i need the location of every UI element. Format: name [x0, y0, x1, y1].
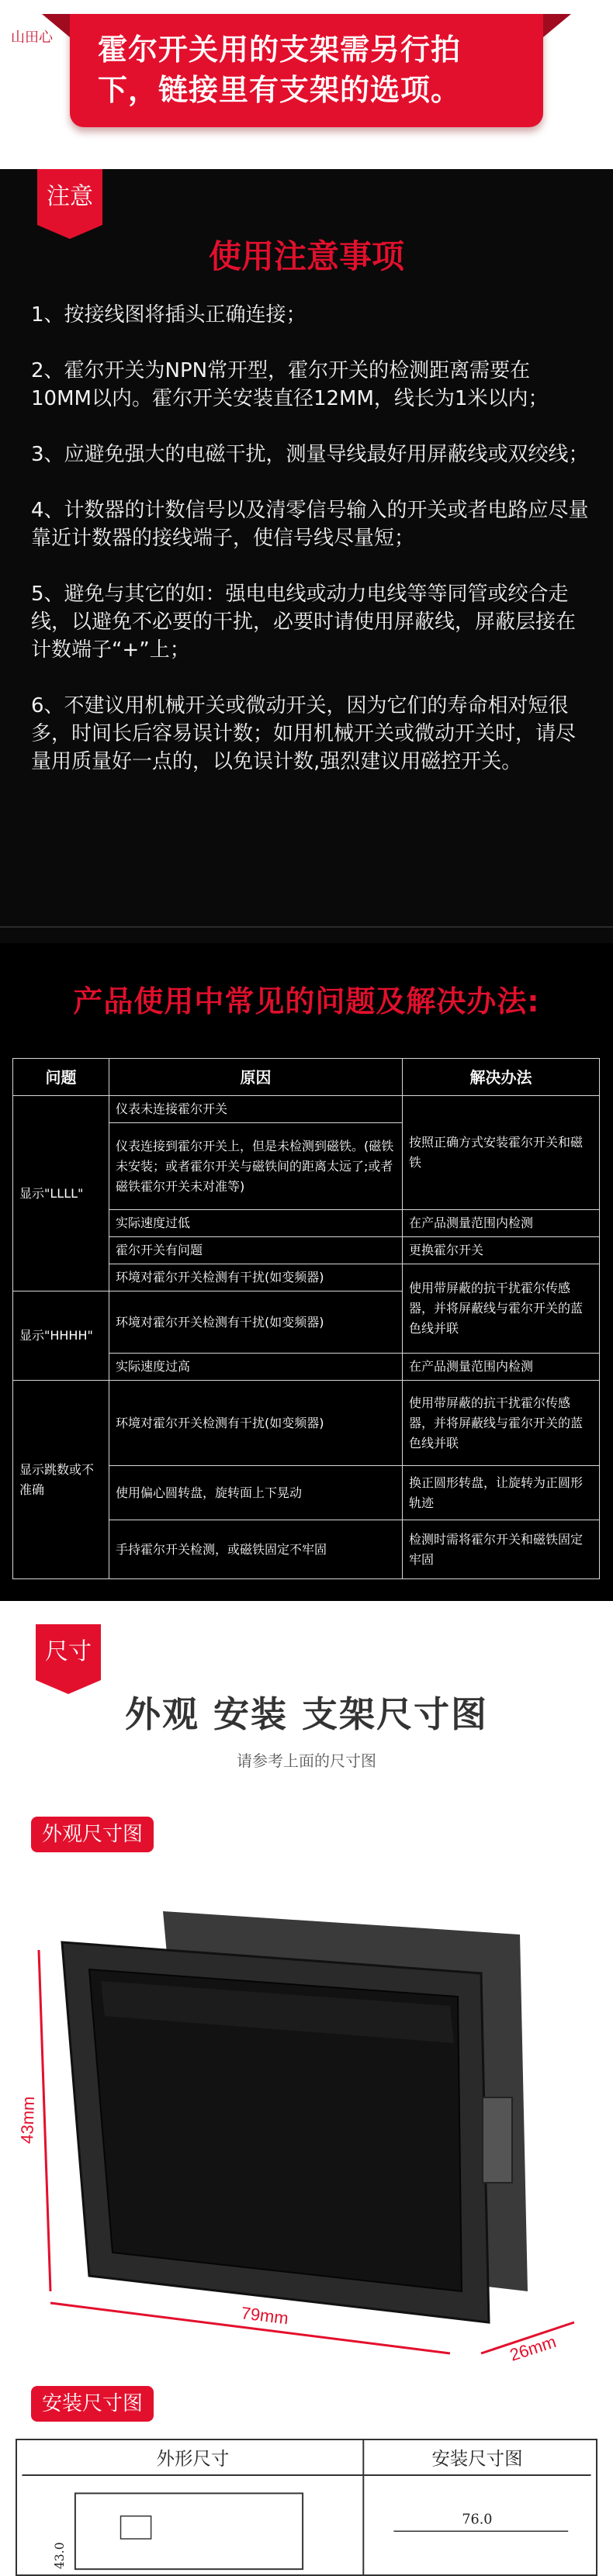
- exterior-size-label: 外观尺寸图: [31, 1817, 154, 1852]
- solution-cell: 更换霍尔开关: [403, 1237, 600, 1264]
- cause-cell: 仪表连接到霍尔开关上，但是未检测到磁铁。(磁铁未安装；或者霍尔开关与磁铁间的距离太远了;或者磁铁霍尔开关未对准等): [109, 1123, 403, 1210]
- header-problem: 问题: [13, 1059, 109, 1096]
- drawing-dim-left: 43.0: [52, 2542, 68, 2570]
- side-clip: [483, 2097, 512, 2183]
- cause-cell: 环境对霍尔开关检测有干扰(如变频器): [109, 1291, 403, 1354]
- notice-item: 1、按接线图将插头正确连接；: [31, 303, 306, 327]
- notice-tag: 注意: [37, 169, 102, 225]
- table-row: [13, 1381, 600, 1466]
- drawing-inner: [121, 2516, 151, 2539]
- top-banner: [0, 0, 613, 136]
- cause-cell: 仪表未连接霍尔开关: [109, 1096, 403, 1123]
- faq-table: [12, 1058, 600, 1579]
- solution-cell: 在产品测量范围内检测: [403, 1210, 600, 1237]
- cause-cell: 环境对霍尔开关检测有干扰(如变频器): [109, 1264, 403, 1291]
- install-size-label: 安装尺寸图: [31, 2386, 154, 2422]
- faq-section: [0, 943, 613, 1601]
- problem-cell: 显示跳数或不准确: [13, 1381, 109, 1579]
- solution-cell: 在产品测量范围内检测: [403, 1354, 600, 1381]
- drawing-dim-right: 76.0: [462, 2512, 493, 2528]
- solution-cell: 按照正确方式安装霍尔开关和磁铁: [403, 1096, 600, 1210]
- problem-cell: 显示"HHHH": [13, 1291, 109, 1381]
- size-title: 外观 安装 支架尺寸图: [124, 1693, 489, 1735]
- size-tag: 尺寸: [36, 1624, 101, 1680]
- size-subtitle: 请参考上面的尺寸图: [237, 1751, 376, 1770]
- banner-text: 霍尔开关用的支架需另行拍下，链接里有支架的选项。: [98, 33, 462, 107]
- drawing-col2-header: 安装尺寸图: [431, 2447, 523, 2470]
- solution-cell: 检测时需将霍尔开关和磁铁固定牢固: [403, 1520, 600, 1579]
- table-row: [13, 1096, 600, 1123]
- notice-title: 使用注意事项: [208, 237, 404, 275]
- depth-dimension-label: 26mm: [507, 2332, 559, 2365]
- cause-cell: 手持霍尔开关检测，或磁铁固定不牢固: [109, 1520, 403, 1579]
- notice-item: 5、避免与其它的如：强电电线或动力电线等等同管或绞合走线，以避免不必要的干扰，必要时请使用屏蔽线，屏蔽层接在计数端子“+”上；: [31, 583, 577, 662]
- solution-cell: 换正圆形转盘，让旋转为正圆形轨迹: [403, 1466, 600, 1520]
- drawing-col1-header: 外形尺寸: [156, 2447, 230, 2470]
- solution-cell: 使用带屏蔽的抗干扰霍尔传感器，并将屏蔽线与霍尔开关的蓝色线并联: [403, 1381, 600, 1466]
- problem-cell: 显示"LLLL": [13, 1096, 109, 1291]
- notice-list: [31, 301, 590, 804]
- banner-ribbon: [70, 14, 543, 127]
- product-dimension-image: [16, 1888, 597, 2377]
- cause-cell: 环境对霍尔开关检测有干扰(如变频器): [109, 1381, 403, 1466]
- notice-section: [0, 169, 613, 943]
- notice-item: 4、计数器的计数信号以及清零信号输入的开关或者电路应尽量靠近计数器的接线端子，使信号线尽量短；: [31, 499, 589, 550]
- notice-item: 3、应避免强大的电磁干扰，测量导线最好用屏蔽线或双绞线；: [31, 443, 589, 466]
- notice-item: 2、霍尔开关为NPN常开型，霍尔开关的检测距离需要在10MM以内。霍尔开关安装直径12MM，线长为1米以内；: [31, 359, 549, 410]
- table-header-row: [13, 1059, 600, 1096]
- header-cause: 原因: [109, 1059, 403, 1096]
- height-dimension-label: 43mm: [17, 2096, 39, 2145]
- header-solution: 解决办法: [403, 1059, 600, 1096]
- height-dimension-line: [39, 1950, 50, 2291]
- width-dimension-label: 79mm: [240, 2303, 290, 2329]
- install-drawing: [16, 2439, 597, 2576]
- size-section: [0, 1601, 613, 2576]
- solution-cell: 使用带屏蔽的抗干扰霍尔传感器，并将屏蔽线与霍尔开关的蓝色线并联: [403, 1264, 600, 1354]
- cause-cell: 实际速度过高: [109, 1354, 403, 1381]
- cause-cell: 使用偏心圆转盘，旋转面上下晃动: [109, 1466, 403, 1520]
- drawing-outline: [75, 2493, 303, 2569]
- notice-item: 6、不建议用机械开关或微动开关，因为它们的寿命相对短很多，时间长后容易误计数；如用机械开关或微动开关时，请尽量用质量好一点的，以免误计数,强烈建议用磁控开关。: [31, 694, 577, 773]
- section-divider: [0, 926, 613, 928]
- brand-text: 山田心: [11, 29, 53, 46]
- faq-title: 产品使用中常见的问题及解决办法:: [73, 984, 540, 1018]
- cause-cell: 霍尔开关有问题: [109, 1237, 403, 1264]
- cause-cell: 实际速度过低: [109, 1210, 403, 1237]
